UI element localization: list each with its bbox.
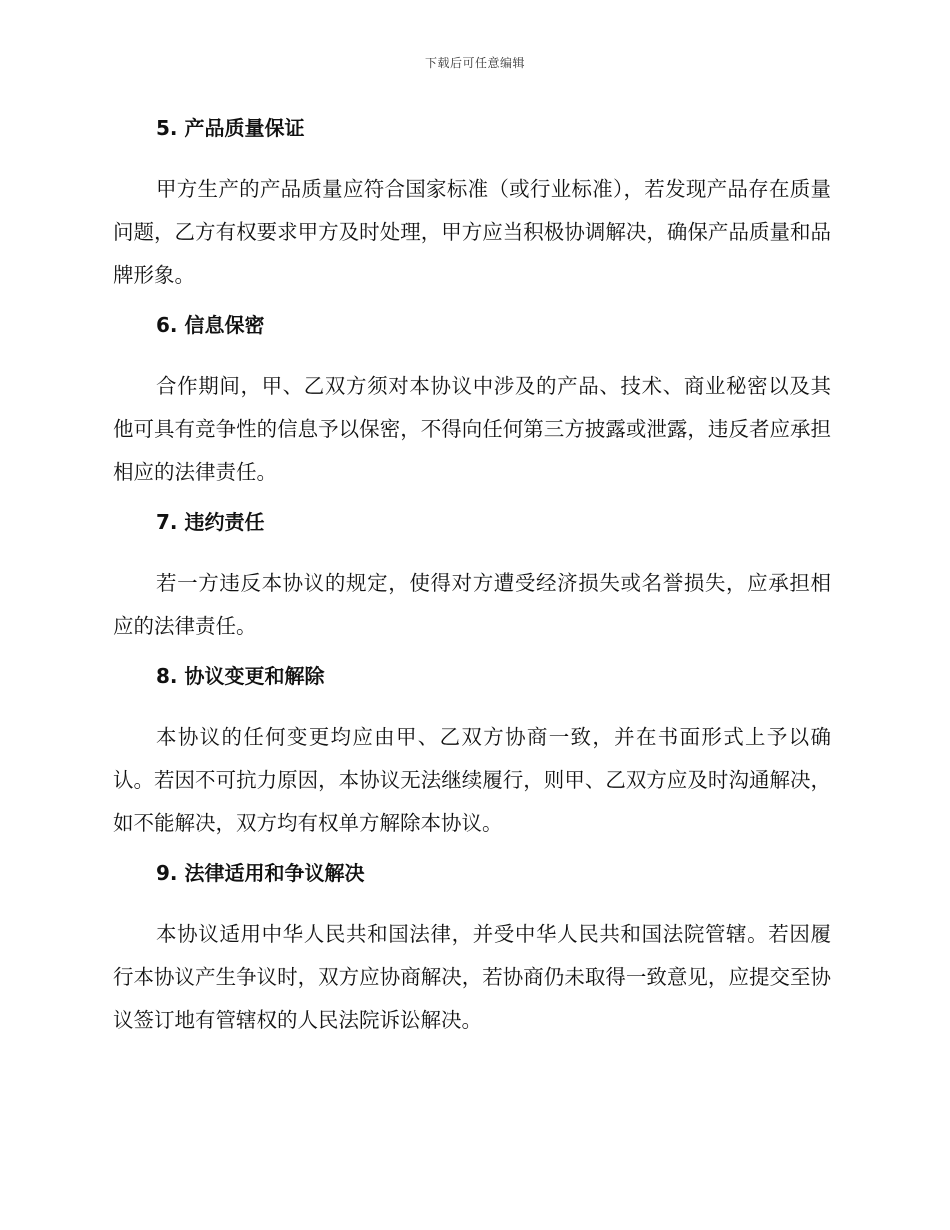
section-heading: 5. 产品质量保证 bbox=[156, 116, 305, 140]
section-paragraph: 本协议的任何变更均应由甲、乙双方协商一致，并在书面形式上予以确认。若因不可抗力原因，本协议无法继续履行，则甲、乙双方应及时沟通解决，如不能解决，双方均有权单方解除本协议。 bbox=[113, 725, 831, 835]
section-paragraph: 本协议适用中华人民共和国法律，并受中华人民共和国法院管辖。若因履行本协议产生争议时，双方应协商解决，若协商仍未取得一致意见，应提交至协议签订地有管辖权的人民法院诉讼解决。 bbox=[113, 922, 831, 1032]
section-heading: 8. 协议变更和解除 bbox=[156, 664, 325, 688]
section-amendment-termination bbox=[113, 660, 831, 845]
section-product-quality bbox=[113, 112, 831, 297]
document-body bbox=[113, 112, 831, 1054]
section-breach-liability bbox=[113, 506, 831, 648]
section-governing-law bbox=[113, 857, 831, 1042]
section-heading: 7. 违约责任 bbox=[156, 510, 265, 534]
section-heading: 9. 法律适用和争议解决 bbox=[156, 861, 365, 885]
section-paragraph: 甲方生产的产品质量应符合国家标准（或行业标准），若发现产品存在质量问题，乙方有权要求甲方及时处理，甲方应当积极协调解决，确保产品质量和品牌形象。 bbox=[113, 177, 831, 287]
section-paragraph: 合作期间，甲、乙双方须对本协议中涉及的产品、技术、商业秘密以及其他可具有竞争性的信息予以保密，不得向任何第三方披露或泄露，违反者应承担相应的法律责任。 bbox=[113, 374, 831, 484]
section-confidentiality bbox=[113, 309, 831, 494]
section-heading: 6. 信息保密 bbox=[156, 313, 265, 337]
section-paragraph: 若一方违反本协议的规定，使得对方遭受经济损失或名誉损失，应承担相应的法律责任。 bbox=[113, 571, 831, 638]
page-header-note: 下载后可任意编辑 bbox=[424, 56, 525, 70]
